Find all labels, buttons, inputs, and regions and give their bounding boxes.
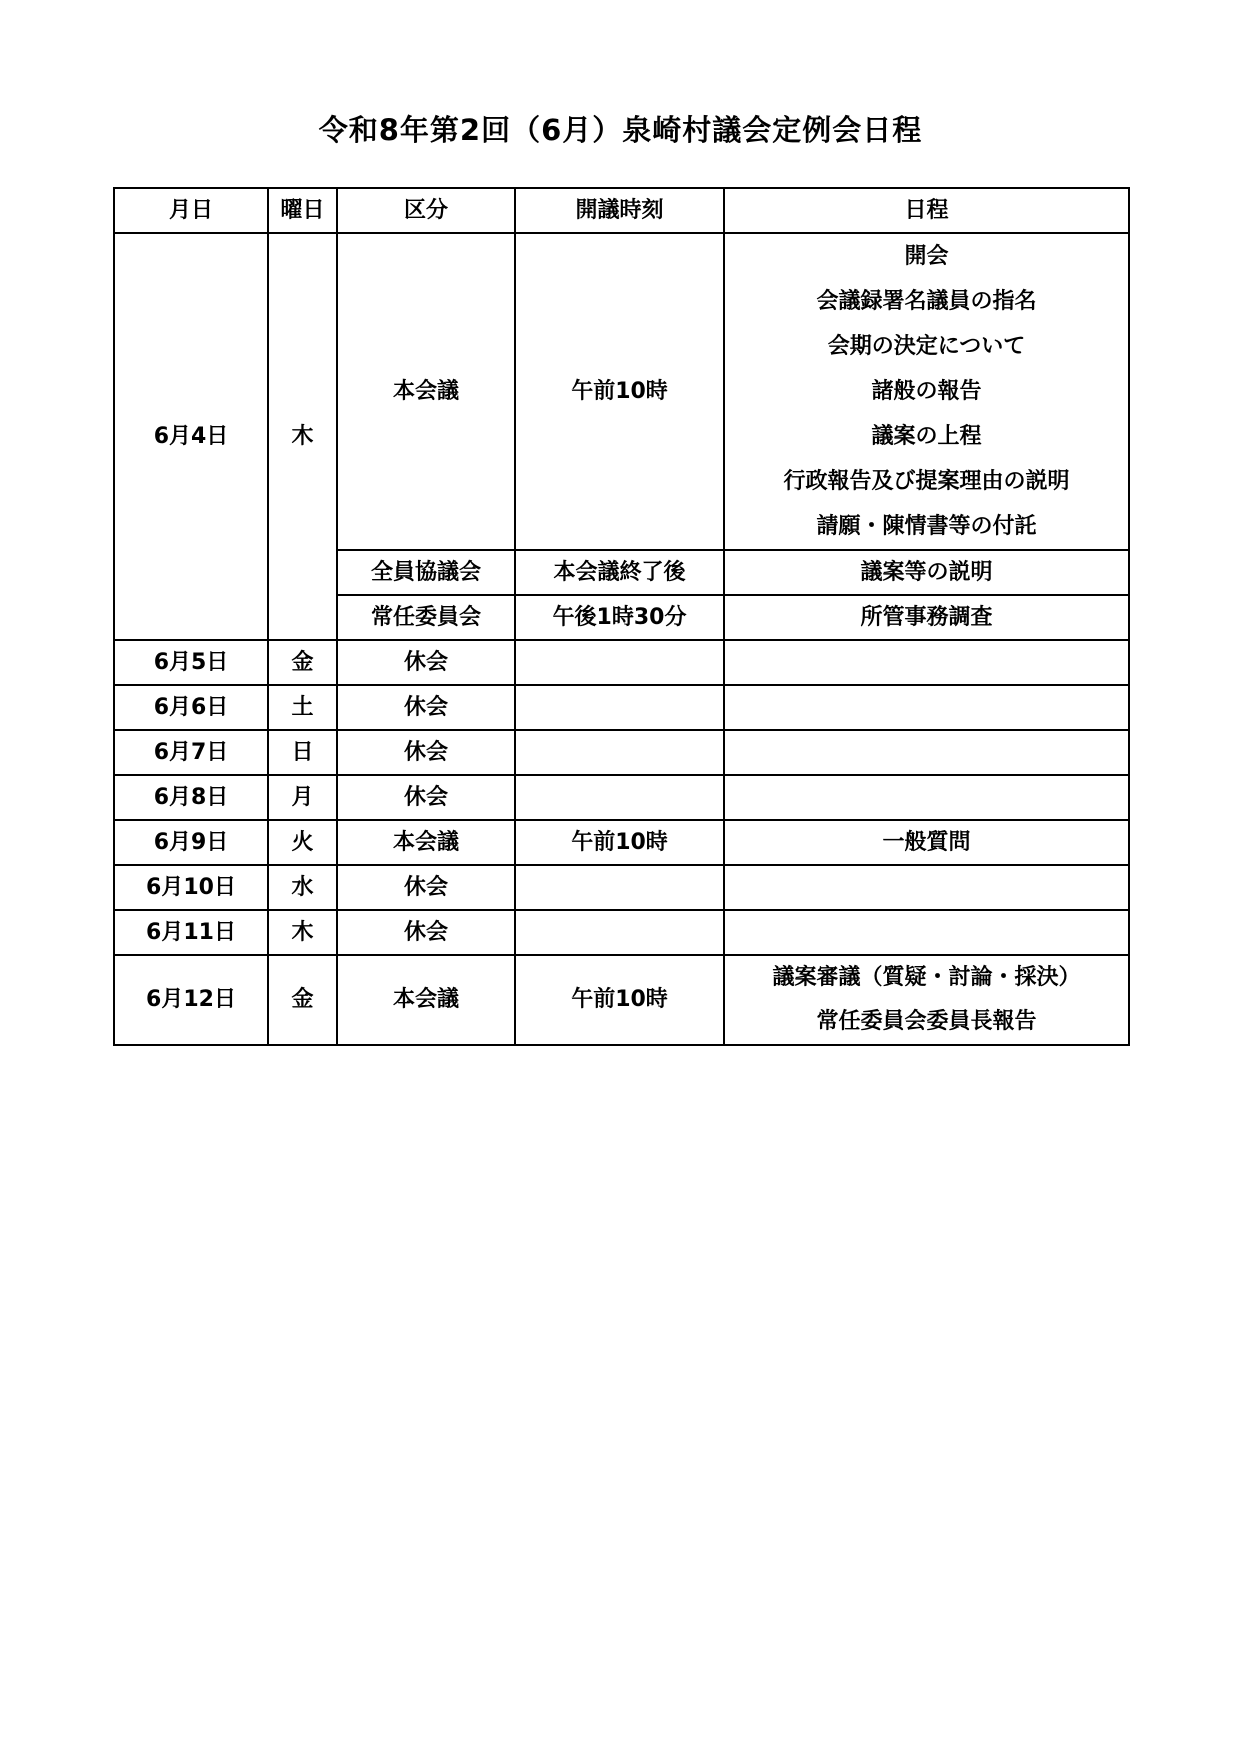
- date-cell: 6月8日: [114, 775, 268, 820]
- date-cell: 6月6日: [114, 685, 268, 730]
- table-row: [114, 685, 1129, 730]
- table-row: [114, 910, 1129, 955]
- agenda-list: [725, 956, 1128, 1044]
- type-cell: 本会議: [337, 955, 515, 1045]
- type-cell: 休会: [337, 640, 515, 685]
- time-cell: 午前10時: [515, 233, 724, 550]
- date-cell: 6月4日: [114, 233, 268, 640]
- agenda-item: 行政報告及び提案理由の説明: [783, 469, 1070, 494]
- date-cell: 6月9日: [114, 820, 268, 865]
- day-cell: 木: [268, 910, 337, 955]
- day-cell: 月: [268, 775, 337, 820]
- type-cell: 常任委員会: [337, 595, 515, 640]
- header-schedule: 日程: [724, 188, 1129, 233]
- time-cell: [515, 730, 724, 775]
- agenda-item: 議案審議（質疑・討論・採決）: [772, 965, 1081, 990]
- type-cell: 本会議: [337, 233, 515, 550]
- agenda-item: 請願・陳情書等の付託: [816, 514, 1037, 539]
- type-cell: 休会: [337, 730, 515, 775]
- schedule-cell: 所管事務調査: [724, 595, 1129, 640]
- schedule-cell: [724, 640, 1129, 685]
- date-cell: 6月12日: [114, 955, 268, 1045]
- date-cell: 6月7日: [114, 730, 268, 775]
- agenda-list: [725, 234, 1128, 549]
- agenda-item: 会期の決定について: [827, 334, 1026, 359]
- type-cell: 全員協議会: [337, 550, 515, 595]
- table-row: [114, 865, 1129, 910]
- day-cell: 木: [268, 233, 337, 640]
- time-cell: 午前10時: [515, 820, 724, 865]
- schedule-cell: [724, 233, 1129, 550]
- schedule-cell: 一般質問: [724, 820, 1129, 865]
- time-cell: [515, 910, 724, 955]
- agenda-item: 常任委員会委員長報告: [816, 1009, 1037, 1034]
- time-cell: [515, 865, 724, 910]
- day-cell: 日: [268, 730, 337, 775]
- time-cell: 午前10時: [515, 955, 724, 1045]
- header-day: 曜日: [268, 188, 337, 233]
- schedule-cell: 議案等の説明: [724, 550, 1129, 595]
- table-row: [114, 820, 1129, 865]
- type-cell: 休会: [337, 865, 515, 910]
- header-type: 区分: [337, 188, 515, 233]
- day-cell: 土: [268, 685, 337, 730]
- table-row: [114, 955, 1129, 1045]
- date-cell: 6月10日: [114, 865, 268, 910]
- date-cell: 6月11日: [114, 910, 268, 955]
- day-cell: 金: [268, 640, 337, 685]
- type-cell: 本会議: [337, 820, 515, 865]
- day-cell: 水: [268, 865, 337, 910]
- time-cell: [515, 640, 724, 685]
- page-title: 令和8年第2回（6月）泉崎村議会定例会日程: [318, 113, 923, 147]
- schedule-cell: [724, 910, 1129, 955]
- agenda-item: 議案の上程: [871, 424, 982, 449]
- date-cell: 6月5日: [114, 640, 268, 685]
- time-cell: [515, 775, 724, 820]
- agenda-item: 会議録署名議員の指名: [816, 289, 1037, 314]
- header-time: 開議時刻: [515, 188, 724, 233]
- day-cell: 火: [268, 820, 337, 865]
- time-cell: 本会議終了後: [515, 550, 724, 595]
- type-cell: 休会: [337, 685, 515, 730]
- header-row: [114, 188, 1129, 233]
- agenda-item: 諸般の報告: [871, 379, 982, 404]
- table-row: [114, 730, 1129, 775]
- table-row: [114, 233, 1129, 550]
- time-cell: [515, 685, 724, 730]
- schedule-cell: [724, 775, 1129, 820]
- schedule-cell: [724, 685, 1129, 730]
- header-date: 月日: [114, 188, 268, 233]
- type-cell: 休会: [337, 910, 515, 955]
- agenda-item: 開会: [904, 244, 949, 269]
- table-row: [114, 775, 1129, 820]
- time-cell: 午後1時30分: [515, 595, 724, 640]
- type-cell: 休会: [337, 775, 515, 820]
- day-cell: 金: [268, 955, 337, 1045]
- schedule-table: [113, 187, 1130, 1046]
- schedule-cell: [724, 865, 1129, 910]
- schedule-cell: [724, 730, 1129, 775]
- schedule-cell: [724, 955, 1129, 1045]
- table-row: [114, 640, 1129, 685]
